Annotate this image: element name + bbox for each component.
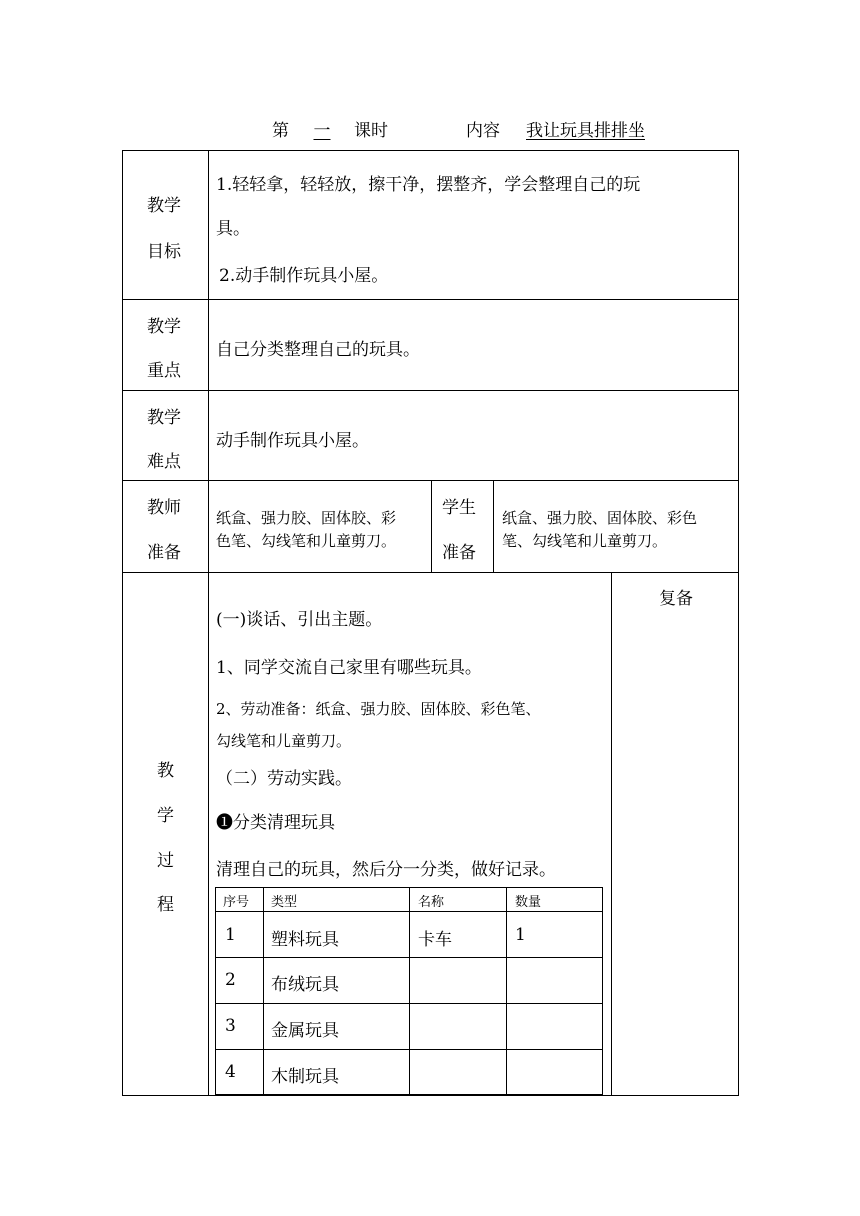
- goals-line-1b: 具。: [216, 219, 250, 239]
- number-one-icon: ❶: [216, 813, 233, 833]
- toy-row-2-index: 2: [225, 970, 236, 990]
- prep-divider: [493, 480, 494, 572]
- key-points-label-2: 重点: [147, 361, 181, 381]
- review-column-divider: [611, 572, 612, 1096]
- label-column-divider: [208, 150, 209, 1096]
- process-step-intro: (一)谈话、引出主题。: [216, 610, 383, 630]
- teacher-prep-line-2: 色笔、勾线笔和儿童剪刀。: [216, 532, 397, 550]
- header-neirong: 内容: [466, 121, 500, 141]
- review-label: 复备: [659, 589, 693, 609]
- header-di: 第: [272, 121, 289, 141]
- header-lesson-number: 一: [313, 121, 331, 141]
- toy-table-header-name: 名称: [418, 895, 445, 910]
- toy-table-header-index: 序号: [223, 895, 250, 910]
- toy-row-2-type: 布绒玩具: [271, 975, 339, 995]
- row-divider: [122, 299, 739, 300]
- teacher-prep-label-1: 教师: [147, 498, 181, 518]
- process-step-1: 1、同学交流自己家里有哪些玩具。: [216, 658, 482, 678]
- teacher-prep-label-2: 准备: [147, 543, 181, 563]
- toy-table-row-divider: [215, 1003, 603, 1004]
- process-step-2a: 2、劳动准备：纸盒、强力胶、固体胶、彩色笔、: [216, 700, 541, 718]
- student-prep-line-1: 纸盒、强力胶、固体胶、彩色: [502, 509, 698, 527]
- process-record-instruction: 清理自己的玩具，然后分一分类，做好记录。: [216, 860, 556, 880]
- difficulties-label-2: 难点: [147, 452, 181, 472]
- teacher-prep-line-1: 纸盒、强力胶、固体胶、彩: [216, 509, 397, 527]
- toy-row-4-index: 4: [225, 1062, 236, 1082]
- difficulties-text: 动手制作玩具小屋。: [216, 431, 369, 451]
- toy-table-row-divider: [215, 1049, 603, 1050]
- goals-line-2: 2.动手制作玩具小屋。: [219, 266, 389, 286]
- process-label-3: 过: [157, 851, 174, 871]
- process-practice: （二）劳动实践。: [216, 769, 352, 789]
- row-divider: [122, 572, 739, 573]
- student-prep-label-1: 学生: [442, 498, 476, 518]
- process-sort-heading: [216, 808, 335, 833]
- student-prep-label-2: 准备: [442, 543, 476, 563]
- header-keshi: 课时: [354, 121, 388, 141]
- toy-table-row-divider: [215, 957, 603, 958]
- student-prep-line-2: 笔、勾线笔和儿童剪刀。: [502, 532, 668, 550]
- toy-row-3-index: 3: [225, 1016, 236, 1036]
- row-divider: [122, 390, 739, 391]
- goals-line-1: 1.轻轻拿，轻轻放，擦干净，摆整齐，学会整理自己的玩: [216, 175, 641, 195]
- toy-table-header-quantity: 数量: [515, 895, 542, 910]
- toy-table-header-type: 类型: [271, 895, 298, 910]
- lesson-header: [0, 116, 860, 142]
- toy-row-4-type: 木制玩具: [271, 1067, 339, 1087]
- process-step-2b: 勾线笔和儿童剪刀。: [216, 732, 352, 750]
- toy-table-col-divider: [409, 887, 410, 1095]
- key-points-label-1: 教学: [147, 317, 181, 337]
- toy-table-col-divider: [263, 887, 264, 1095]
- toy-row-1-quantity: 1: [515, 925, 526, 945]
- process-label-4: 程: [157, 895, 174, 915]
- goals-label-2: 目标: [147, 242, 181, 262]
- header-lesson-title: 我让玩具排排坐: [526, 121, 645, 141]
- toy-row-1-type: 塑料玩具: [271, 930, 339, 950]
- process-label-2: 学: [157, 806, 174, 826]
- goals-label-1: 教学: [147, 196, 181, 216]
- toy-row-1-index: 1: [225, 925, 236, 945]
- difficulties-label-1: 教学: [147, 408, 181, 428]
- toy-table-col-divider: [506, 887, 507, 1095]
- key-points-text: 自己分类整理自己的玩具。: [216, 340, 420, 360]
- process-sort-text: 分类清理玩具: [233, 813, 335, 833]
- toy-row-1-name: 卡车: [418, 930, 452, 950]
- toy-row-3-type: 金属玩具: [271, 1021, 339, 1041]
- prep-divider: [431, 480, 432, 572]
- process-label-1: 教: [157, 761, 174, 781]
- toy-table-row-divider: [215, 911, 603, 912]
